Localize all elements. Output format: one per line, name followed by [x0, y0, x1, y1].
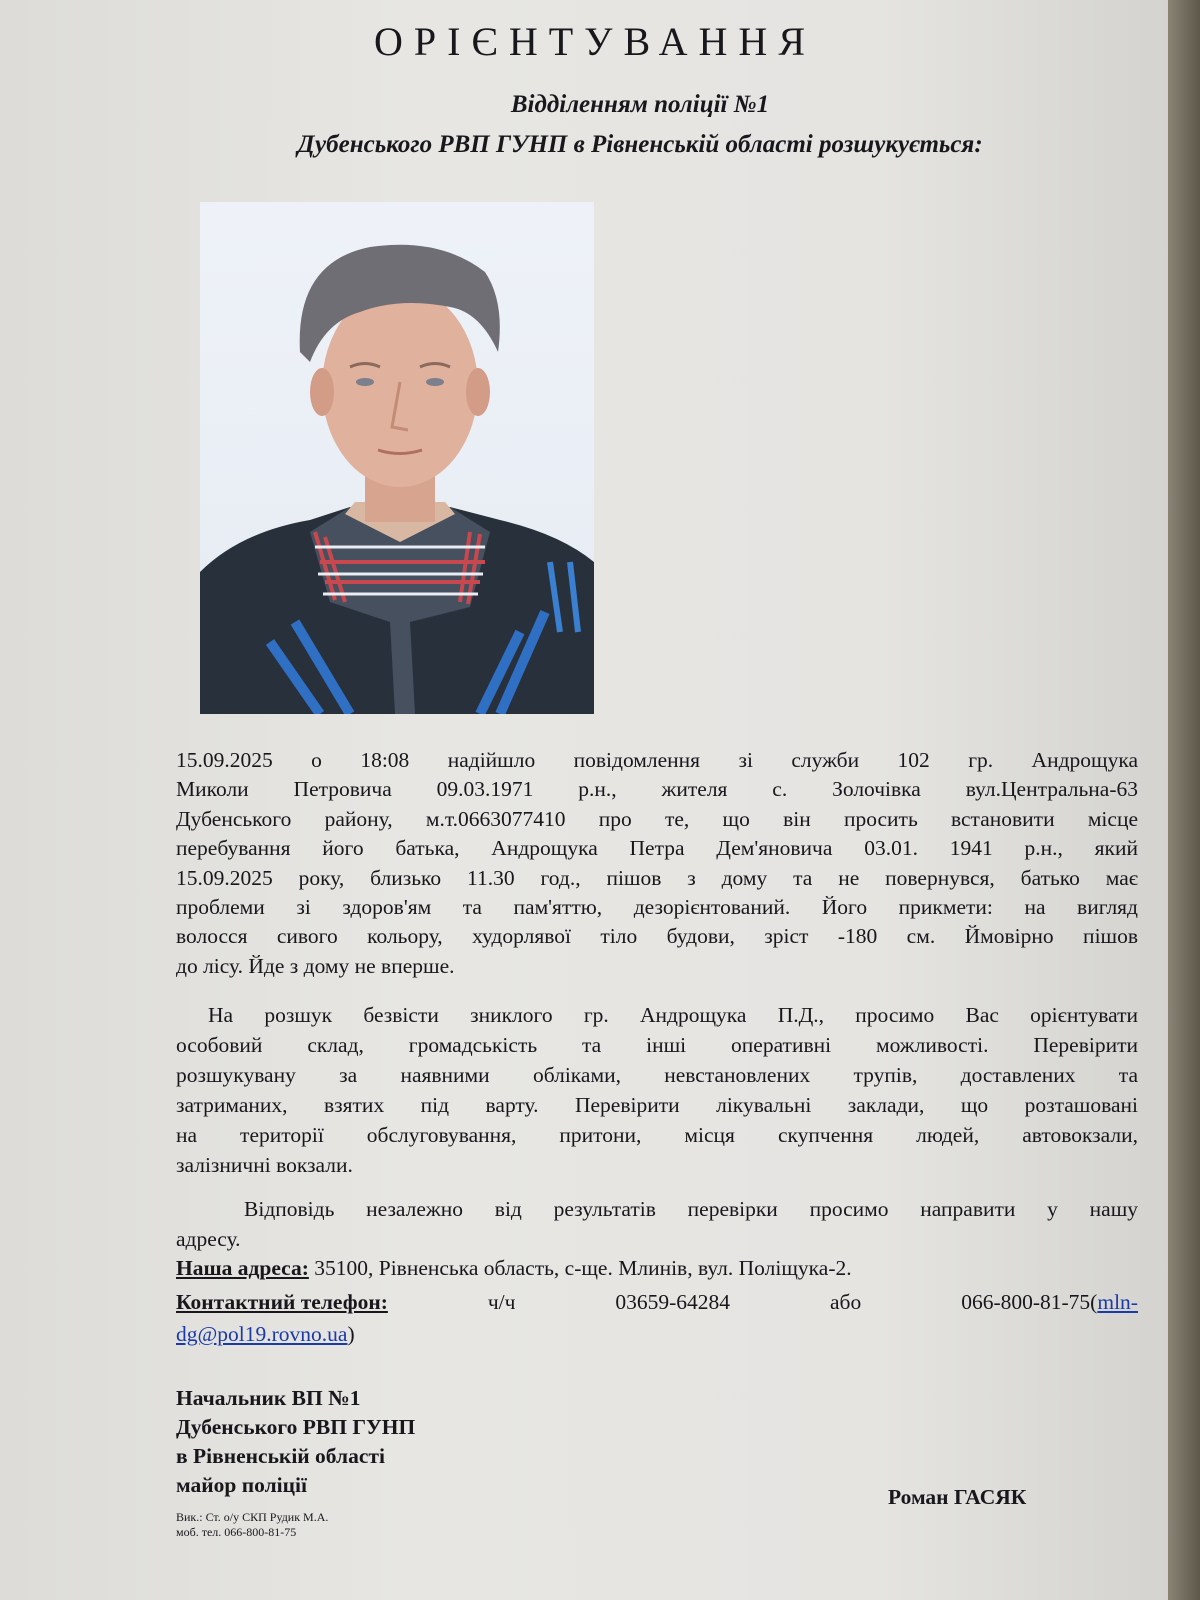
phone-number-2: 066-800-81-75(: [961, 1290, 1098, 1314]
paragraph-1-line-1: 15.09.2025 о 18:08 надійшло повідомлення зі служби 102 гр. Андрощука: [176, 748, 1138, 772]
paragraph-2-line-5: на території обслуговування, притони, місця скупчення людей, автовокзали,: [176, 1123, 1138, 1147]
phone-label: Контактний телефон:: [176, 1290, 388, 1314]
phone-number-2-with-email: [961, 1290, 1138, 1315]
phone-number-1: 03659-64284: [615, 1290, 731, 1314]
signer-name: Роман ГАСЯК: [888, 1485, 1027, 1509]
paragraph-2-line-1: На розшук безвісти зниклого гр. Андрощука П.Д., просимо Вас орієнтувати: [208, 1003, 1138, 1027]
document-title: ОРІЄНТУВАННЯ: [374, 19, 816, 64]
subtitle-line-2: Дубенського РВП ГУНП в Рівненській області розшукується:: [297, 131, 983, 158]
signature-line-2: Дубенського РВП ГУНП: [176, 1415, 416, 1439]
paragraph-1-line-2: Миколи Петровича 09.03.1971 р.н., жителя с. Золочівка вул.Центральна-63: [176, 777, 1138, 801]
paragraph-1-line-4: перебування його батька, Андрощука Петра Дем'яновича 03.01. 1941 р.н., який: [176, 836, 1138, 860]
address-label: Наша адреса:: [176, 1256, 309, 1280]
email-link-part-2[interactable]: dg@pol19.rovno.ua: [176, 1322, 348, 1346]
phone-or: або: [830, 1290, 862, 1314]
paragraph-1-line-5: 15.09.2025 року, близько 11.30 год., пішов з дому та не повернувся, батько має: [176, 866, 1138, 890]
paragraph-1-line-3: Дубенського району, м.т.0663077410 про те, що він просить встановити місце: [176, 807, 1138, 831]
background-edge: [1168, 0, 1200, 1600]
signature-line-3: в Рівненській області: [176, 1444, 385, 1468]
subtitle-line-1: Відділенням поліції №1: [510, 91, 770, 118]
paragraph-1-line-7: волосся сивого кольору, худорлявої тіло будови, зріст -180 см. Ймовірно пішов: [176, 924, 1138, 948]
paragraph-1-line-8: до лісу. Йде з дому не вперше.: [176, 954, 455, 978]
executor-line-1: Вик.: Ст. о/у СКП Рудик М.А.: [176, 1510, 329, 1524]
email-close-paren: ): [347, 1322, 355, 1346]
email-link-part-1[interactable]: mln-: [1097, 1290, 1138, 1314]
signature-block: [176, 1384, 415, 1500]
phone-line: [176, 1290, 1138, 1315]
paragraph-2-line-4: затриманих, взятих під варту. Перевірити лікувальні заклади, що розташовані: [176, 1093, 1138, 1117]
signature-line-4: майор поліції: [176, 1473, 307, 1497]
executor-line-2: моб. тел. 066-800-81-75: [176, 1525, 297, 1539]
paragraph-2-line-2: особовий склад, громадськість та інші оперативні можливості. Перевірити: [176, 1033, 1138, 1057]
paragraph-2-line-3: розшукувану за наявними обліками, невстановлених трупів, доставлених та: [176, 1063, 1138, 1087]
paragraph-2-line-6: залізничні вокзали.: [176, 1153, 353, 1177]
email-line: [176, 1322, 355, 1347]
address-value: 35100, Рівненська область, с-ще. Млинів, вул. Поліщука-2.: [308, 1256, 852, 1280]
paragraph-3-line-2: адресу.: [176, 1227, 241, 1251]
paragraph-3-line-1: Відповідь незалежно від результатів перевірки просимо направити у нашу: [244, 1197, 1138, 1221]
missing-person-photo: [200, 202, 594, 714]
address-line: [176, 1256, 852, 1281]
signature-line-1: Начальник ВП №1: [176, 1386, 361, 1410]
paragraph-1-line-6: проблеми зі здоров'ям та пам'яттю, дезорієнтований. Його прикмети: на вигляд: [176, 895, 1138, 919]
phone-prefix: ч/ч: [487, 1290, 516, 1314]
